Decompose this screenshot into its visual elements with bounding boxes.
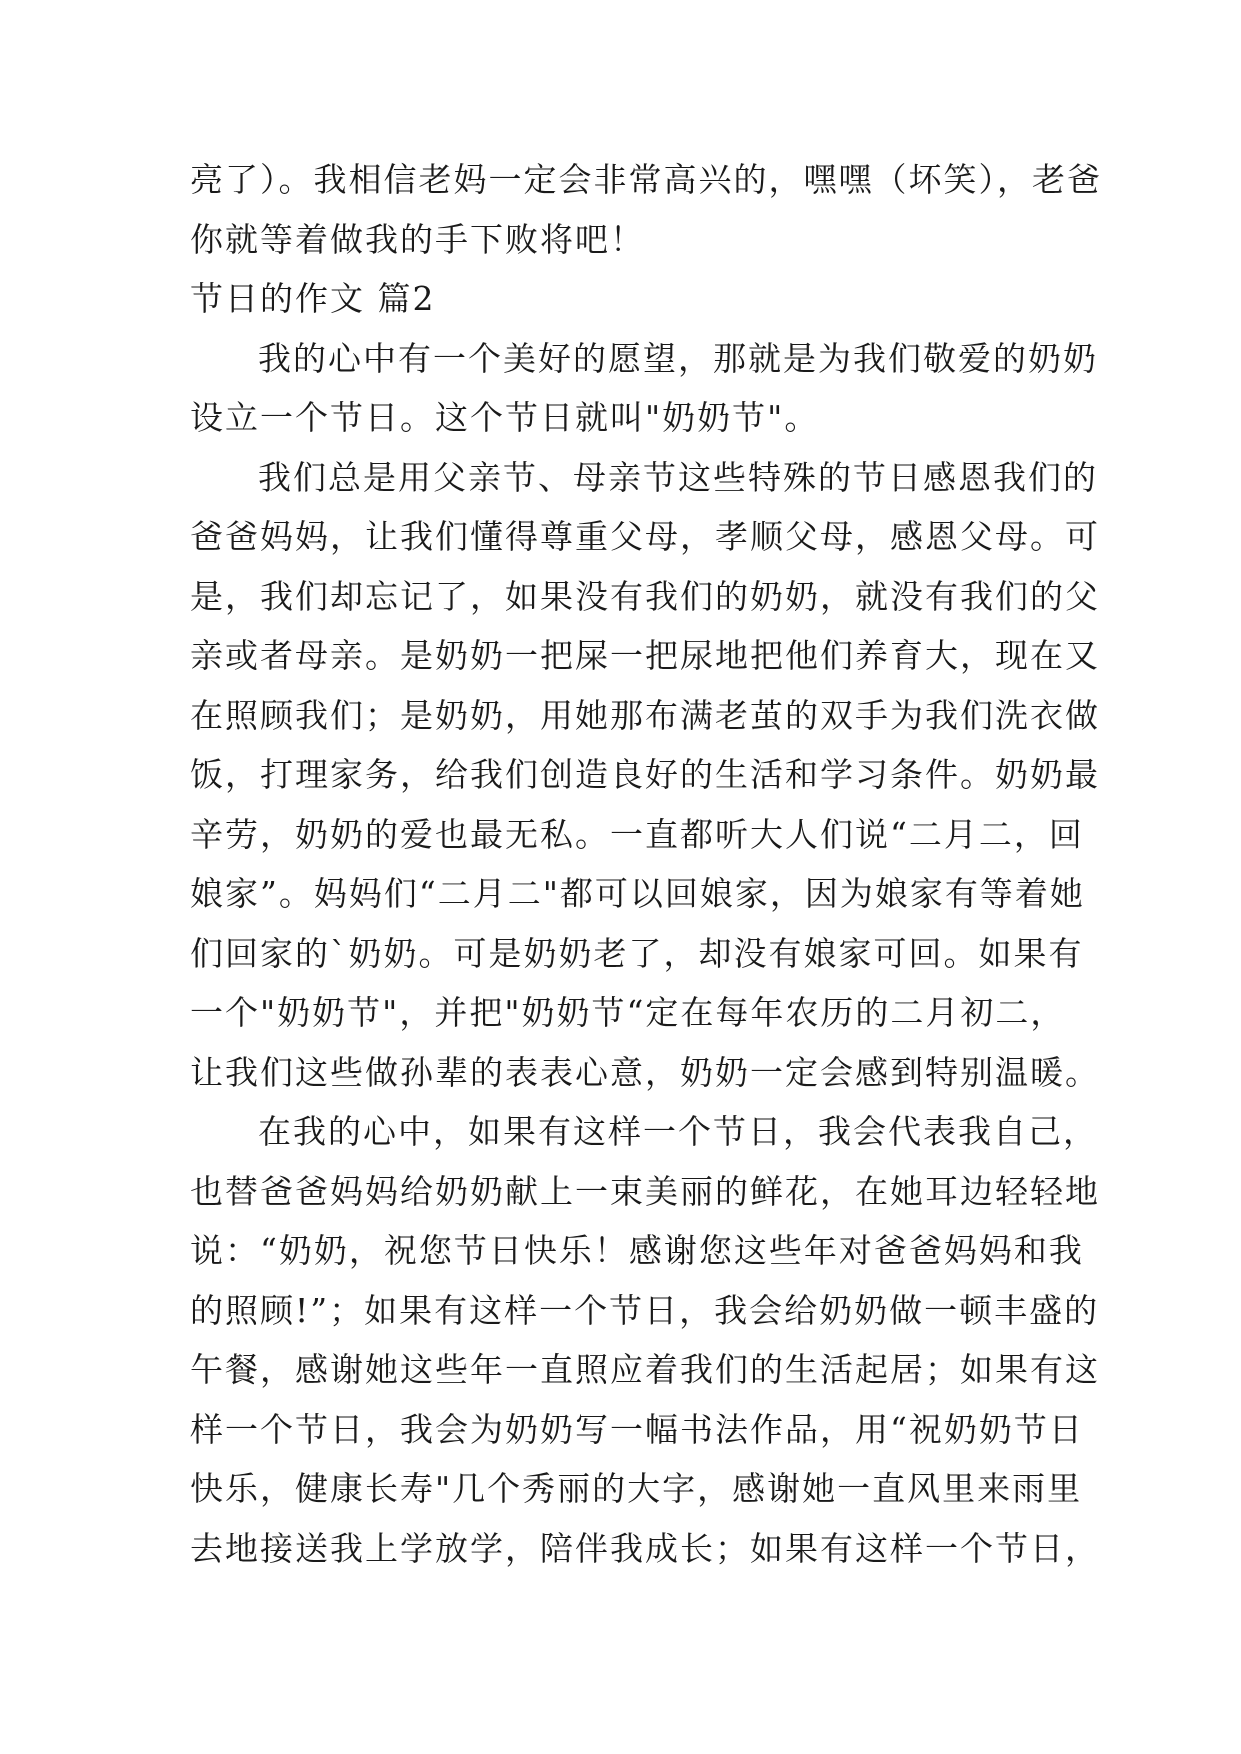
text-line: 说：“奶奶，祝您节日快乐！感谢您这些年对爸爸妈妈和我 — [190, 1231, 1084, 1270]
text-line: 娘家”。妈妈们“二月二"都可以回娘家，因为娘家有等着她 — [190, 874, 1085, 913]
text-line: 样一个节日，我会为奶奶写一幅书法作品，用“祝奶奶节日 — [190, 1409, 1084, 1449]
paragraph-first-line: 在我的心中，如果有这样一个节日，我会代表我自己， — [258, 1112, 1098, 1151]
text-line: 爸爸妈妈，让我们懂得尊重父母，孝顺父母，感恩父母。可 — [190, 517, 1100, 556]
text-line: 饭，打理家务，给我们创造良好的生活和学习条件。奶奶最 — [190, 755, 1100, 794]
paragraph-first-line: 我们总是用父亲节、母亲节这些特殊的节日感恩我们的 — [258, 457, 1098, 497]
text-line: 辛劳，奶奶的爱也最无私。一直都听大人们说“二月二，回 — [190, 814, 1084, 854]
text-line: 你就等着做我的手下败将吧！ — [190, 219, 645, 259]
text-line: 设立一个节日。这个节日就叫"奶奶节"。 — [190, 398, 820, 437]
text-line: 的照顾!”；如果有这样一个节日，我会给奶奶做一顿丰盛的 — [190, 1290, 1100, 1330]
text-line: 让我们这些做孙辈的表表心意，奶奶一定会感到特别温暖。 — [190, 1052, 1100, 1092]
text-line: 亲或者母亲。是奶奶一把屎一把尿地把他们养育大，现在又 — [190, 636, 1100, 675]
text-line: 去地接送我上学放学，陪伴我成长；如果有这样一个节日， — [190, 1528, 1100, 1568]
text-line: 亮了）。我相信老妈一定会非常高兴的，嘿嘿（坏笑），老爸 — [190, 160, 1102, 199]
text-line: 是，我们却忘记了，如果没有我们的奶奶，就没有我们的父 — [190, 576, 1100, 616]
text-line: 午餐，感谢她这些年一直照应着我们的生活起居；如果有这 — [190, 1350, 1100, 1389]
text-line: 们回家的`奶奶。可是奶奶老了，却没有娘家可回。如果有 — [190, 933, 1084, 973]
text-line: 也替爸爸妈妈给奶奶献上一束美丽的鲜花，在她耳边轻轻地 — [190, 1171, 1100, 1211]
section-heading: 节日的作文 篇2 — [190, 279, 436, 318]
document-body — [190, 150, 1102, 1578]
text-line: 快乐，健康长寿"几个秀丽的大字，感谢她一直风里来雨里 — [190, 1469, 1083, 1508]
paragraph-first-line: 我的心中有一个美好的愿望，那就是为我们敬爱的奶奶 — [258, 338, 1098, 378]
text-line: 在照顾我们；是奶奶，用她那布满老茧的双手为我们洗衣做 — [190, 695, 1100, 735]
text-line: 一个"奶奶节"，并把"奶奶节“定在每年农历的二月初二， — [190, 993, 1066, 1032]
